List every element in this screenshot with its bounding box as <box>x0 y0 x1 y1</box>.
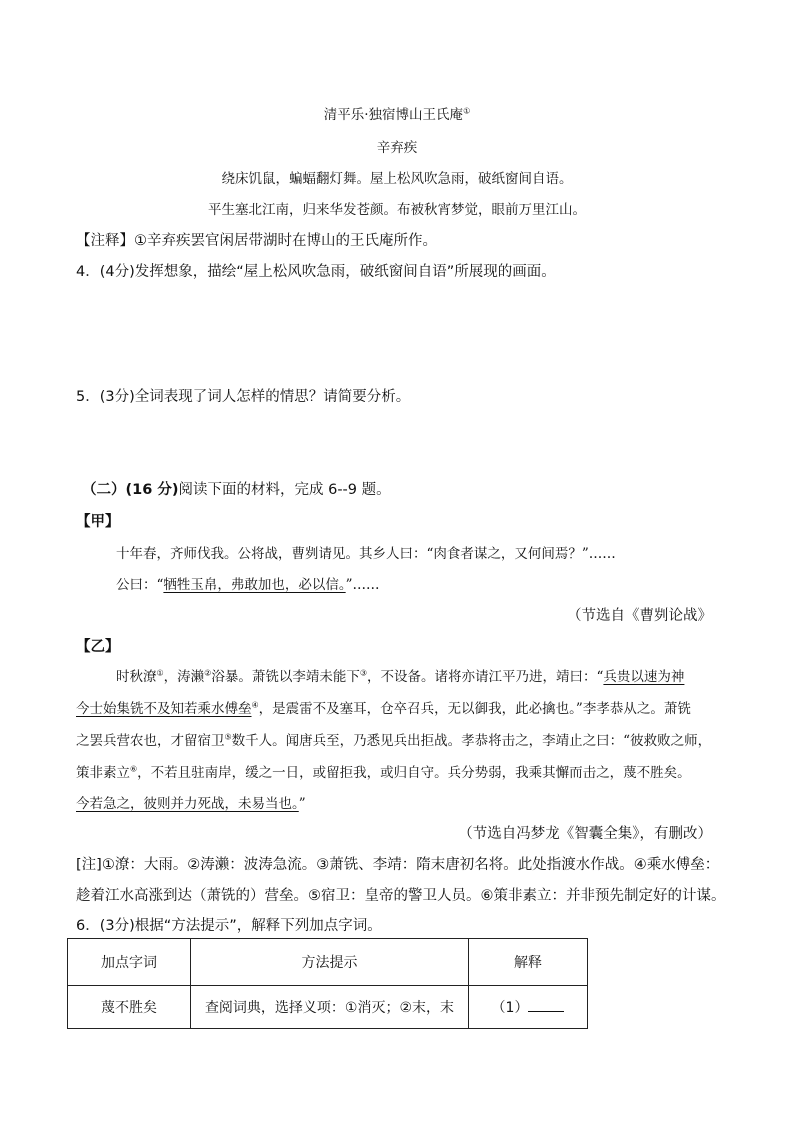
section-2-score: （二）(16 分) <box>82 482 179 498</box>
yi-underlined-text: 今士始集铣不及知若乘水傅垒 <box>76 701 252 717</box>
yi-text: 浴暴。萧铣以李靖未能下 <box>211 669 360 685</box>
question-4: 4．(4分)发挥想象，描绘“屋上松风吹急雨，破纸窗间自语”所展现的画面。 <box>76 264 556 280</box>
table-header-cell: 解释 <box>469 939 588 986</box>
answer-blank[interactable] <box>528 999 564 1012</box>
poem-title <box>0 103 794 123</box>
poem-note: 【注释】①辛弃疾罢官闲居带湖时在博山的王氏庵所作。 <box>76 233 437 249</box>
question-5: 5．(3分)全词表现了词人怎样的情思？请简要分析。 <box>76 389 411 405</box>
yi-text: ，不设备。诸将亦请江平乃进，靖曰：“ <box>367 669 604 685</box>
yi-text: 时秋潦 <box>116 669 157 685</box>
table-header-cell: 方法提示 <box>191 939 469 986</box>
jia-line-2-post: ”…… <box>345 577 380 593</box>
table-header-row <box>68 939 588 986</box>
table-header-cell: 加点字词 <box>68 939 191 986</box>
answer-number: （1） <box>491 1000 529 1016</box>
yi-underlined-text: 今若急之，彼则并力死战，未易当也。 <box>76 796 299 812</box>
notes-line-1: [注]①潦：大雨。②涛濑：波涛急流。③萧铣、李靖：隋末唐初名将。此处指渡水作战。④乘水傅垒： <box>76 857 720 873</box>
passage-yi-label: 【乙】 <box>76 639 120 655</box>
yi-note-ref: ⑥ <box>130 764 138 774</box>
passage-yi-line-3 <box>76 729 711 749</box>
passage-yi-line-1 <box>116 665 684 685</box>
table-cell-word: 蔑不胜矣 <box>68 986 191 1029</box>
yi-underlined-text: 兵贵以速为神 <box>603 669 685 685</box>
passage-yi-source: （节选自冯梦龙《智囊全集》，有删改） <box>458 826 712 842</box>
yi-note-ref: ④ <box>251 700 259 710</box>
table-row <box>68 986 588 1029</box>
yi-text: ，涛濑 <box>163 669 205 685</box>
section-2-heading <box>82 478 391 499</box>
yi-text: ，是震雷不及塞耳，仓卒召兵，无以御我，此必擒也。”李孝恭从之。萧铣 <box>258 701 691 717</box>
table-cell-hint: 查阅词典，选择义项：①消灭；②末，末 <box>191 986 469 1029</box>
passage-yi-line-2 <box>76 697 691 717</box>
passage-yi-line-4 <box>76 761 691 781</box>
poem-line-1: 绕床饥鼠，蝙蝠翻灯舞。屋上松风吹急雨，破纸窗间自语。 <box>221 171 573 187</box>
yi-note-ref: ③ <box>359 668 368 678</box>
jia-underlined-sentence: 牺牲玉帛，弗敢加也，必以信。 <box>163 577 346 593</box>
section-2-instruction: 阅读下面的材料，完成 6--9 题。 <box>178 482 391 498</box>
question-6: 6．(3分)根据“方法提示”，解释下列加点字词。 <box>76 918 382 934</box>
poem-line-2: 平生塞北江南，归来华发苍颜。布被秋宵梦觉，眼前万里江山。 <box>208 202 586 218</box>
yi-text: 之罢兵营农也，才留宿卫 <box>76 733 225 749</box>
passage-jia-line-1: 十年春，齐师伐我。公将战，曹刿请见。其乡人曰：“肉食者谋之，又何间焉？”…… <box>116 546 616 562</box>
question-6-table <box>67 938 588 1029</box>
yi-text: 策非素立 <box>76 765 130 781</box>
yi-note-ref: ① <box>156 668 164 678</box>
table-cell-answer[interactable] <box>469 986 588 1029</box>
poem-title-note: ① <box>463 106 471 116</box>
passage-jia-line-2 <box>116 573 380 593</box>
yi-note-ref: ⑤ <box>224 732 232 742</box>
passage-jia-label: 【甲】 <box>76 514 120 530</box>
notes-line-2: 趁着江水高涨到达（萧铣的）营垒。⑤宿卫：皇帝的警卫人员。⑥策非素立：并非预先制定好的计谋。 <box>76 888 726 904</box>
yi-text: 数千人。闻唐兵至，乃悉见兵出拒战。孝恭将击之，李靖止之曰：“彼救败之师， <box>231 733 712 749</box>
yi-text: ，不若且驻南岸，缓之一日，或留拒我，或归自守。兵分势弱，我乘其懈而击之，蔑不胜矣。 <box>137 765 691 781</box>
poem-author: 辛弃疾 <box>376 140 418 156</box>
passage-jia-source: （节选自《曹刿论战》 <box>567 608 712 624</box>
poem-title-text: 清平乐·独宿博山王氏庵 <box>323 107 464 123</box>
jia-line-2-pre: 公曰：“ <box>116 577 164 593</box>
yi-note-ref: ② <box>204 668 212 678</box>
passage-yi-line-5 <box>76 792 306 812</box>
yi-text: ” <box>298 796 306 812</box>
